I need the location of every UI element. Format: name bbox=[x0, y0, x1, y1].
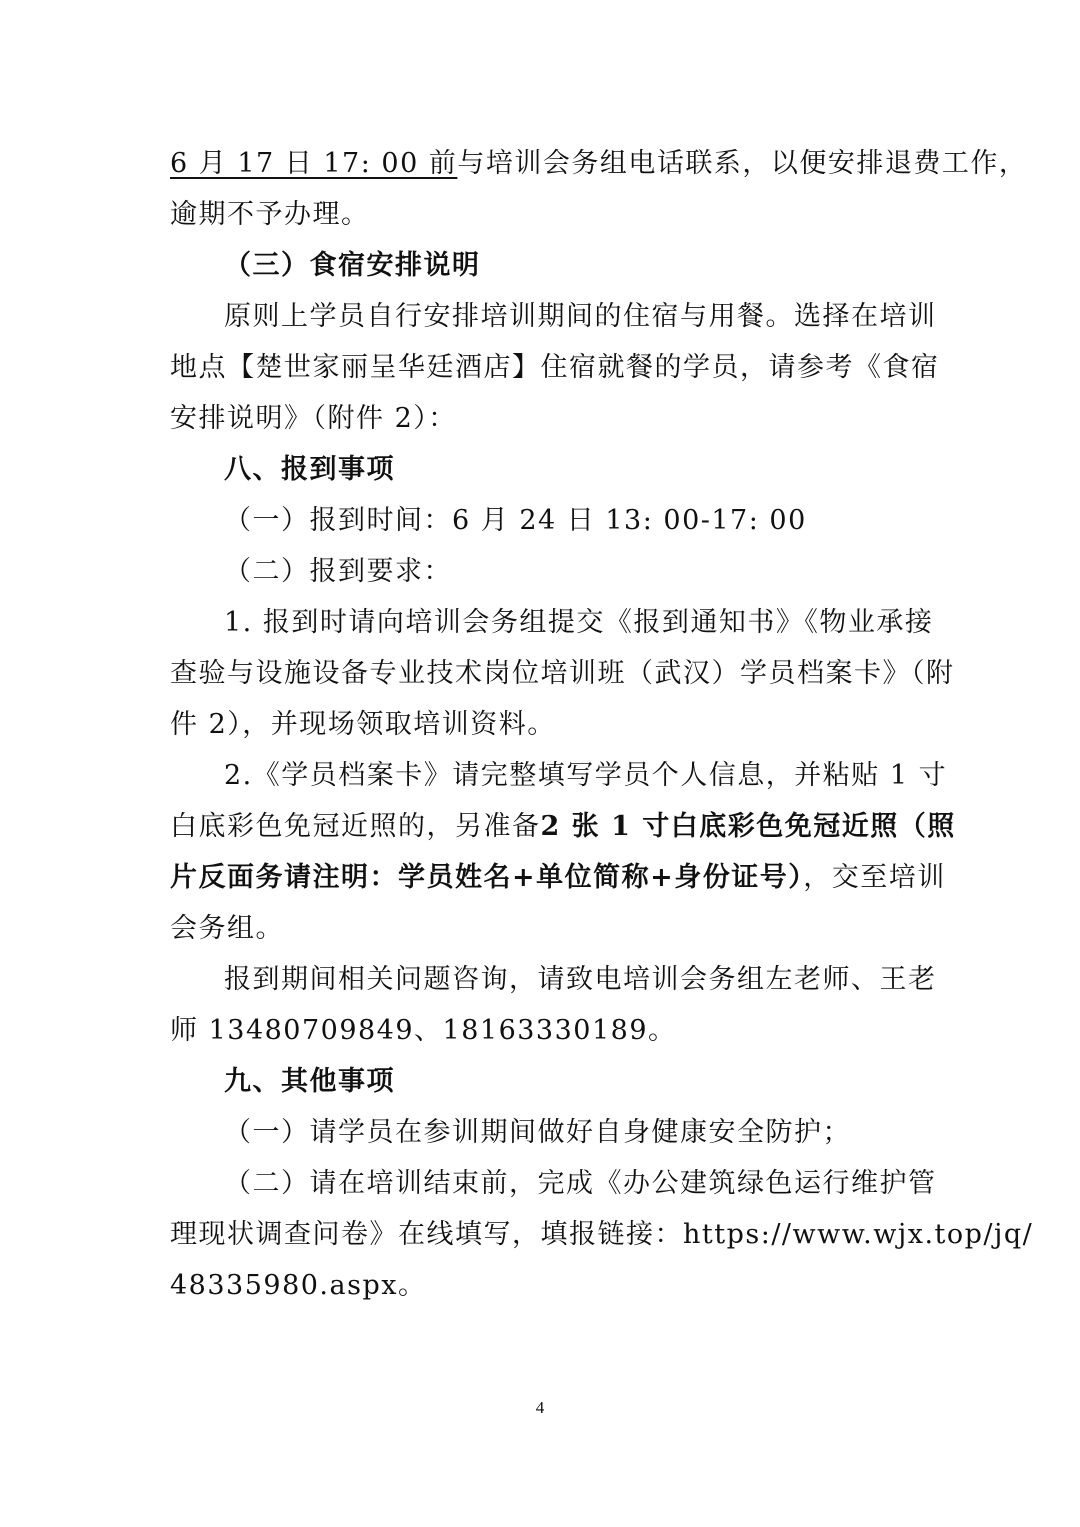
item2-line-4: 会务组。 bbox=[170, 913, 284, 944]
food-paragraph-line-3: 安排说明》（附件 2）： bbox=[170, 403, 457, 434]
other-item-2-line-1: （二）请在培训结束前，完成《办公建筑绿色运行维护管 bbox=[224, 1168, 937, 1199]
other-item-2-line-2: 理现状调查问卷》在线填写，填报链接：https://www.wjx.top/jq/ bbox=[170, 1219, 1034, 1250]
page-number: 4 bbox=[535, 1398, 545, 1417]
contact-line-2: 师 13480709849、18163330189。 bbox=[170, 1015, 677, 1046]
other-item-2-line-3: 48335980.aspx。 bbox=[170, 1270, 427, 1301]
item2-text-end: ，交至培训 bbox=[803, 862, 946, 893]
refund-deadline: 6 月 17 日 17: 00 前 bbox=[170, 148, 458, 179]
item2-line-1: 2.《学员档案卡》请完整填写学员个人信息，并粘贴 1 寸 bbox=[224, 760, 948, 791]
food-paragraph-line-2: 地点【楚世家丽呈华廷酒店】住宿就餐的学员，请参考《食宿 bbox=[170, 352, 940, 383]
heading-food-lodging: （三）食宿安排说明 bbox=[224, 250, 481, 281]
registration-time: （一）报到时间：6 月 24 日 13: 00-17: 00 bbox=[224, 505, 807, 536]
refund-text: 与培训会务组电话联系，以便安排退费工作， bbox=[457, 148, 1028, 179]
heading-registration: 八、报到事项 bbox=[224, 454, 395, 485]
item2-photo-requirement: 2 张 1 寸白底彩色免冠近照（照 bbox=[540, 811, 956, 842]
registration-requirements: （二）报到要求： bbox=[224, 556, 452, 587]
item1-line-2: 查验与设施设备专业技术岗位培训班（武汉）学员档案卡》（附 bbox=[170, 658, 955, 689]
refund-paragraph-line-2: 逾期不予办理。 bbox=[170, 199, 370, 230]
item1-line-1: 1. 报到时请向培训会务组提交《报到通知书》《物业承接 bbox=[224, 607, 934, 638]
item2-line-2 bbox=[170, 809, 956, 845]
item2-line-3 bbox=[170, 860, 946, 896]
other-item-1: （一）请学员在参训期间做好自身健康安全防护； bbox=[224, 1117, 851, 1148]
item1-line-3: 件 2），并现场领取培训资料。 bbox=[170, 709, 556, 740]
heading-other-matters: 九、其他事项 bbox=[224, 1066, 395, 1097]
refund-paragraph-line-1 bbox=[170, 146, 1028, 182]
item2-photo-note: 片反面务请注明：学员姓名+单位简称+身份证号） bbox=[170, 862, 804, 893]
food-paragraph-line-1: 原则上学员自行安排培训期间的住宿与用餐。选择在培训 bbox=[224, 301, 937, 332]
contact-line-1: 报到期间相关问题咨询，请致电培训会务组左老师、王老 bbox=[224, 964, 937, 995]
item2-text: 白底彩色免冠近照的，另准备 bbox=[170, 811, 541, 842]
